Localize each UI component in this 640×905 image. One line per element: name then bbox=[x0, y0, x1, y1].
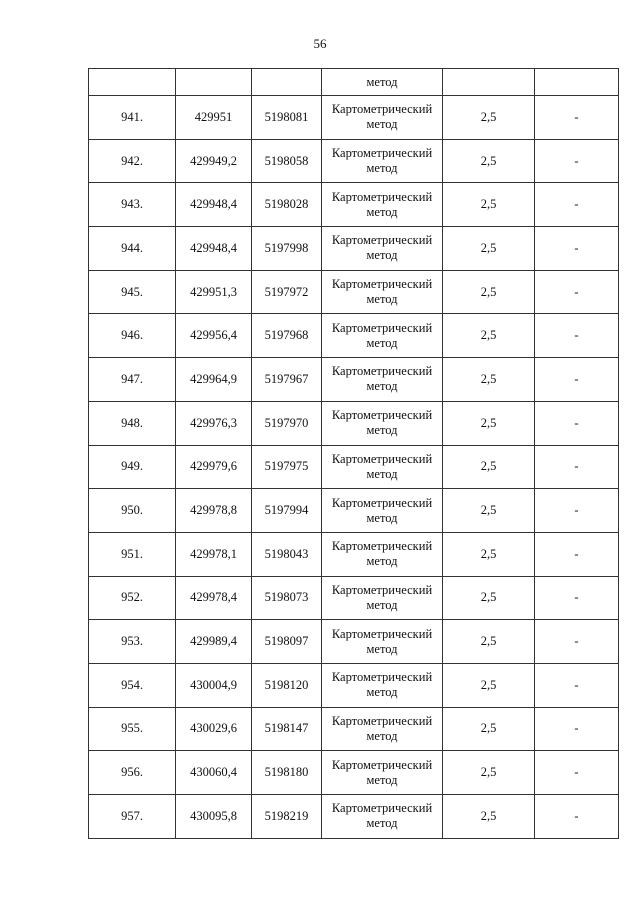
cell-y bbox=[252, 69, 322, 96]
cell-y: 5198028 bbox=[252, 183, 322, 227]
table-row bbox=[89, 183, 619, 227]
cell-note: - bbox=[535, 663, 619, 707]
cell-number: 956. bbox=[89, 751, 176, 795]
cell-method bbox=[322, 270, 443, 314]
cell-y: 5197975 bbox=[252, 445, 322, 489]
method-line2: метод bbox=[366, 423, 398, 438]
cell-x: 429949,2 bbox=[176, 139, 252, 183]
method-line1: Картометрический bbox=[331, 539, 433, 554]
cell-x: 429951,3 bbox=[176, 270, 252, 314]
cell-method bbox=[322, 183, 443, 227]
cell-method bbox=[322, 532, 443, 576]
method-line2: метод bbox=[366, 772, 398, 787]
cell-number: 957. bbox=[89, 795, 176, 839]
cell-method bbox=[322, 139, 443, 183]
method-line1: Картометрический bbox=[331, 713, 433, 728]
cell-accuracy: 2,5 bbox=[443, 707, 535, 751]
page-number: 56 bbox=[313, 36, 327, 51]
cell-method bbox=[322, 401, 443, 445]
cell-number: 948. bbox=[89, 401, 176, 445]
cell-method bbox=[322, 314, 443, 358]
cell-accuracy: 2,5 bbox=[443, 183, 535, 227]
method-line1: Картометрический bbox=[331, 408, 433, 423]
method-line2: метод bbox=[366, 161, 398, 176]
table-row bbox=[89, 707, 619, 751]
cell-number: 946. bbox=[89, 314, 176, 358]
cell-number: 950. bbox=[89, 489, 176, 533]
cell-note: - bbox=[535, 795, 619, 839]
cell-x: 430004,9 bbox=[176, 663, 252, 707]
cell-accuracy bbox=[443, 69, 535, 96]
cell-note: - bbox=[535, 576, 619, 620]
cell-note: - bbox=[535, 139, 619, 183]
cell-x: 429976,3 bbox=[176, 401, 252, 445]
cell-x: 429948,4 bbox=[176, 227, 252, 271]
method-line2: метод bbox=[366, 335, 398, 350]
table-row bbox=[89, 139, 619, 183]
cell-number: 945. bbox=[89, 270, 176, 314]
table-row bbox=[89, 620, 619, 664]
cell-number: 942. bbox=[89, 139, 176, 183]
method-line2: метод bbox=[366, 379, 398, 394]
cell-y: 5198120 bbox=[252, 663, 322, 707]
method-line1: Картометрический bbox=[331, 189, 433, 204]
cell-method bbox=[322, 69, 443, 96]
cell-number: 953. bbox=[89, 620, 176, 664]
cell-x: 429978,8 bbox=[176, 489, 252, 533]
cell-method bbox=[322, 489, 443, 533]
cell-method bbox=[322, 445, 443, 489]
method-line1: Картометрический bbox=[331, 233, 433, 248]
table-row bbox=[89, 663, 619, 707]
cell-accuracy: 2,5 bbox=[443, 489, 535, 533]
method-line2: метод bbox=[366, 685, 398, 700]
cell-method bbox=[322, 227, 443, 271]
cell-number: 941. bbox=[89, 96, 176, 140]
method-line2: метод bbox=[366, 816, 398, 831]
cell-y: 5198147 bbox=[252, 707, 322, 751]
cell-accuracy: 2,5 bbox=[443, 96, 535, 140]
cell-method bbox=[322, 795, 443, 839]
cell-method bbox=[322, 358, 443, 402]
cell-number: 955. bbox=[89, 707, 176, 751]
cell-accuracy: 2,5 bbox=[443, 227, 535, 271]
cell-y: 5197972 bbox=[252, 270, 322, 314]
cell-note: - bbox=[535, 751, 619, 795]
method-line1: Картометрический bbox=[331, 582, 433, 597]
cell-x: 430029,6 bbox=[176, 707, 252, 751]
cell-note: - bbox=[535, 96, 619, 140]
method-line2: метод bbox=[366, 641, 398, 656]
table-row bbox=[89, 532, 619, 576]
cell-accuracy: 2,5 bbox=[443, 532, 535, 576]
table-row bbox=[89, 358, 619, 402]
table-row bbox=[89, 96, 619, 140]
cell-note: - bbox=[535, 445, 619, 489]
cell-number bbox=[89, 69, 176, 96]
cell-number: 949. bbox=[89, 445, 176, 489]
cell-y: 5198058 bbox=[252, 139, 322, 183]
method-line1: Картометрический bbox=[331, 757, 433, 772]
cell-accuracy: 2,5 bbox=[443, 358, 535, 402]
cell-y: 5198081 bbox=[252, 96, 322, 140]
cell-note: - bbox=[535, 270, 619, 314]
cell-x: 429978,4 bbox=[176, 576, 252, 620]
cell-x: 429978,1 bbox=[176, 532, 252, 576]
method-line2: метод bbox=[366, 248, 398, 263]
method-line2: метод bbox=[366, 204, 398, 219]
method-line2: метод bbox=[366, 554, 398, 569]
cell-accuracy: 2,5 bbox=[443, 663, 535, 707]
cell-note: - bbox=[535, 489, 619, 533]
method-line2: метод bbox=[366, 117, 398, 132]
cell-number: 943. bbox=[89, 183, 176, 227]
table-row bbox=[89, 751, 619, 795]
cell-y: 5197967 bbox=[252, 358, 322, 402]
cell-number: 944. bbox=[89, 227, 176, 271]
cell-method bbox=[322, 663, 443, 707]
cell-x: 429956,4 bbox=[176, 314, 252, 358]
cell-note: - bbox=[535, 532, 619, 576]
table-row bbox=[89, 576, 619, 620]
method-line1: Картометрический bbox=[331, 320, 433, 335]
method-line2: метод bbox=[366, 74, 398, 89]
cell-method bbox=[322, 96, 443, 140]
cell-accuracy: 2,5 bbox=[443, 620, 535, 664]
method-line1: Картометрический bbox=[331, 670, 433, 685]
cell-y: 5197970 bbox=[252, 401, 322, 445]
cell-note: - bbox=[535, 620, 619, 664]
cell-note: - bbox=[535, 707, 619, 751]
cell-y: 5198097 bbox=[252, 620, 322, 664]
method-line1: Картометрический bbox=[331, 801, 433, 816]
table-row bbox=[89, 227, 619, 271]
table-row bbox=[89, 314, 619, 358]
cell-method bbox=[322, 707, 443, 751]
cell-accuracy: 2,5 bbox=[443, 751, 535, 795]
cell-accuracy: 2,5 bbox=[443, 401, 535, 445]
table-row bbox=[89, 795, 619, 839]
method-line1: Картометрический bbox=[331, 277, 433, 292]
method-line1: Картометрический bbox=[331, 495, 433, 510]
cell-x: 430060,4 bbox=[176, 751, 252, 795]
cell-method bbox=[322, 620, 443, 664]
cell-note: - bbox=[535, 358, 619, 402]
cell-y: 5197994 bbox=[252, 489, 322, 533]
table-row bbox=[89, 445, 619, 489]
cell-number: 952. bbox=[89, 576, 176, 620]
cell-y: 5197968 bbox=[252, 314, 322, 358]
cell-x: 429979,6 bbox=[176, 445, 252, 489]
table-row-continuation bbox=[89, 69, 619, 96]
table-row bbox=[89, 401, 619, 445]
method-line1: Картометрический bbox=[331, 626, 433, 641]
coordinates-table bbox=[88, 68, 619, 839]
cell-y: 5198073 bbox=[252, 576, 322, 620]
cell-accuracy: 2,5 bbox=[443, 576, 535, 620]
cell-x: 429964,9 bbox=[176, 358, 252, 402]
method-line2: метод bbox=[366, 466, 398, 481]
cell-y: 5197998 bbox=[252, 227, 322, 271]
cell-number: 951. bbox=[89, 532, 176, 576]
table-row bbox=[89, 270, 619, 314]
cell-method bbox=[322, 751, 443, 795]
cell-note: - bbox=[535, 227, 619, 271]
method-line1: Картометрический bbox=[331, 451, 433, 466]
cell-note: - bbox=[535, 314, 619, 358]
method-line2: метод bbox=[366, 728, 398, 743]
cell-accuracy: 2,5 bbox=[443, 445, 535, 489]
cell-note: - bbox=[535, 183, 619, 227]
cell-x: 429951 bbox=[176, 96, 252, 140]
method-line2: метод bbox=[366, 510, 398, 525]
cell-y: 5198219 bbox=[252, 795, 322, 839]
cell-note: - bbox=[535, 401, 619, 445]
cell-method bbox=[322, 576, 443, 620]
cell-number: 947. bbox=[89, 358, 176, 402]
table-row bbox=[89, 489, 619, 533]
method-line1: Картометрический bbox=[331, 146, 433, 161]
cell-x bbox=[176, 69, 252, 96]
method-line2: метод bbox=[366, 292, 398, 307]
method-line2: метод bbox=[366, 597, 398, 612]
cell-note bbox=[535, 69, 619, 96]
cell-accuracy: 2,5 bbox=[443, 139, 535, 183]
cell-accuracy: 2,5 bbox=[443, 270, 535, 314]
table-body bbox=[89, 69, 619, 839]
method-line1: Картометрический bbox=[331, 102, 433, 117]
cell-x: 430095,8 bbox=[176, 795, 252, 839]
cell-y: 5198043 bbox=[252, 532, 322, 576]
cell-y: 5198180 bbox=[252, 751, 322, 795]
method-line1: Картометрический bbox=[331, 364, 433, 379]
cell-x: 429989,4 bbox=[176, 620, 252, 664]
cell-number: 954. bbox=[89, 663, 176, 707]
cell-x: 429948,4 bbox=[176, 183, 252, 227]
cell-accuracy: 2,5 bbox=[443, 314, 535, 358]
cell-accuracy: 2,5 bbox=[443, 795, 535, 839]
